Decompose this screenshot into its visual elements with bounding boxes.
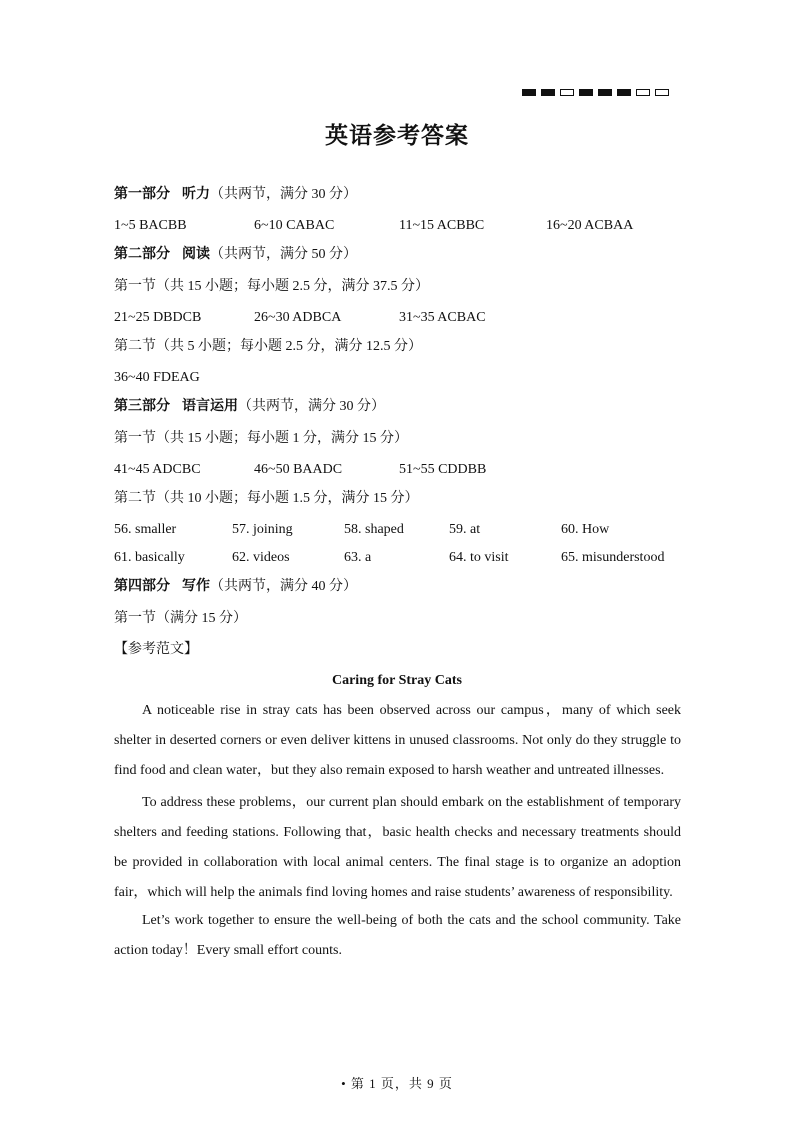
part2-heading-name: 阅读 bbox=[182, 247, 210, 262]
fill-answer: 60. How bbox=[561, 522, 610, 537]
part3-section2-heading: 第二节（共 10 小题；每小题 1.5 分，满分 15 分） bbox=[114, 491, 419, 506]
header-mark bbox=[655, 89, 669, 96]
answer-group: 16~20 ACBAA bbox=[546, 218, 634, 233]
fill-answer: 62. videos bbox=[232, 550, 290, 565]
answer-group: 21~25 DBDCB bbox=[114, 310, 202, 325]
fill-answer: 64. to visit bbox=[449, 550, 509, 565]
header-mark bbox=[636, 89, 650, 96]
answer-group: 11~15 ACBBC bbox=[399, 218, 485, 233]
part4-heading-label: 第四部分 bbox=[114, 579, 170, 594]
fill-answer: 56. smaller bbox=[114, 522, 177, 537]
essay-paragraph: Let’s work together to ensure the well-being of both the cats and the school community. Take action today！Every small effort counts. bbox=[114, 913, 681, 958]
page-title: 英语参考答案 bbox=[325, 123, 469, 148]
part3-section1-heading: 第一节（共 15 小题；每小题 1 分，满分 15 分） bbox=[114, 431, 408, 446]
reference-label: 【参考范文】 bbox=[114, 642, 198, 657]
header-mark bbox=[598, 89, 612, 96]
answer-group: 26~30 ADBCA bbox=[254, 310, 342, 325]
answer-group: 1~5 BACBB bbox=[114, 218, 187, 233]
part1-heading bbox=[114, 186, 357, 204]
essay-paragraph: To address these problems，our current plan should embark on the establishment of temporary shelters and feeding stations. Following that，basic health checks and necessary treatments should be provided in collaboration with local animal centers. The final stage is to organize an adoption fair，which will help the animals find loving homes and raise students’ awareness of responsibility. bbox=[114, 795, 681, 900]
essay-title: Caring for Stray Cats bbox=[331, 673, 462, 688]
part1-heading-name: 听力 bbox=[182, 187, 210, 202]
essay-paragraph: A noticeable rise in stray cats has been observed across our campus，many of which seek shelter in deserted corners or even deliver kittens in unused classrooms. Not only do they struggle to find food and clean water，but they also remain exposed to harsh weather and untreated illnesses. bbox=[114, 703, 681, 778]
part2-heading-label: 第二部分 bbox=[114, 247, 170, 262]
part4-heading-name: 写作 bbox=[182, 579, 210, 594]
part4-heading bbox=[114, 578, 357, 596]
fill-answer: 59. at bbox=[449, 522, 481, 537]
header-mark bbox=[541, 89, 555, 96]
part1-heading-note: （共两节，满分 30 分） bbox=[210, 187, 357, 202]
part2-section1-heading: 第一节（共 15 小题；每小题 2.5 分，满分 37.5 分） bbox=[114, 279, 429, 294]
fill-answer: 65. misunderstood bbox=[561, 550, 665, 565]
part3-heading-note: （共两节，满分 30 分） bbox=[238, 399, 385, 414]
part2-heading bbox=[114, 246, 357, 264]
fill-answer: 57. joining bbox=[232, 522, 293, 537]
answer-group: 31~35 ACBAC bbox=[399, 310, 486, 325]
header-mark bbox=[579, 89, 593, 96]
header-mark bbox=[617, 89, 631, 96]
header-mark bbox=[522, 89, 536, 96]
fill-answer: 58. shaped bbox=[344, 522, 404, 537]
answer-group: 41~45 ADCBC bbox=[114, 462, 201, 477]
answer-group: 6~10 CABAC bbox=[254, 218, 335, 233]
part4-heading-note: （共两节，满分 40 分） bbox=[210, 579, 357, 594]
part3-heading-label: 第三部分 bbox=[114, 399, 170, 414]
essay-body bbox=[114, 696, 681, 966]
part4-section1-heading: 第一节（满分 15 分） bbox=[114, 611, 247, 626]
header-mark bbox=[560, 89, 574, 96]
fill-answer: 63. a bbox=[344, 550, 372, 565]
page-footer: • 第 1 页，共 9 页 bbox=[341, 1076, 453, 1091]
part2-heading-note: （共两节，满分 50 分） bbox=[210, 247, 357, 262]
part3-heading-name: 语言运用 bbox=[182, 399, 238, 414]
answer-group: 36~40 FDEAG bbox=[114, 370, 200, 385]
header-marks bbox=[522, 89, 669, 96]
part2-section2-heading: 第二节（共 5 小题；每小题 2.5 分，满分 12.5 分） bbox=[114, 339, 422, 354]
answer-group: 51~55 CDDBB bbox=[399, 462, 487, 477]
part3-heading bbox=[114, 398, 385, 416]
answer-group: 46~50 BAADC bbox=[254, 462, 343, 477]
fill-answer: 61. basically bbox=[114, 550, 185, 565]
part1-heading-label: 第一部分 bbox=[114, 187, 170, 202]
